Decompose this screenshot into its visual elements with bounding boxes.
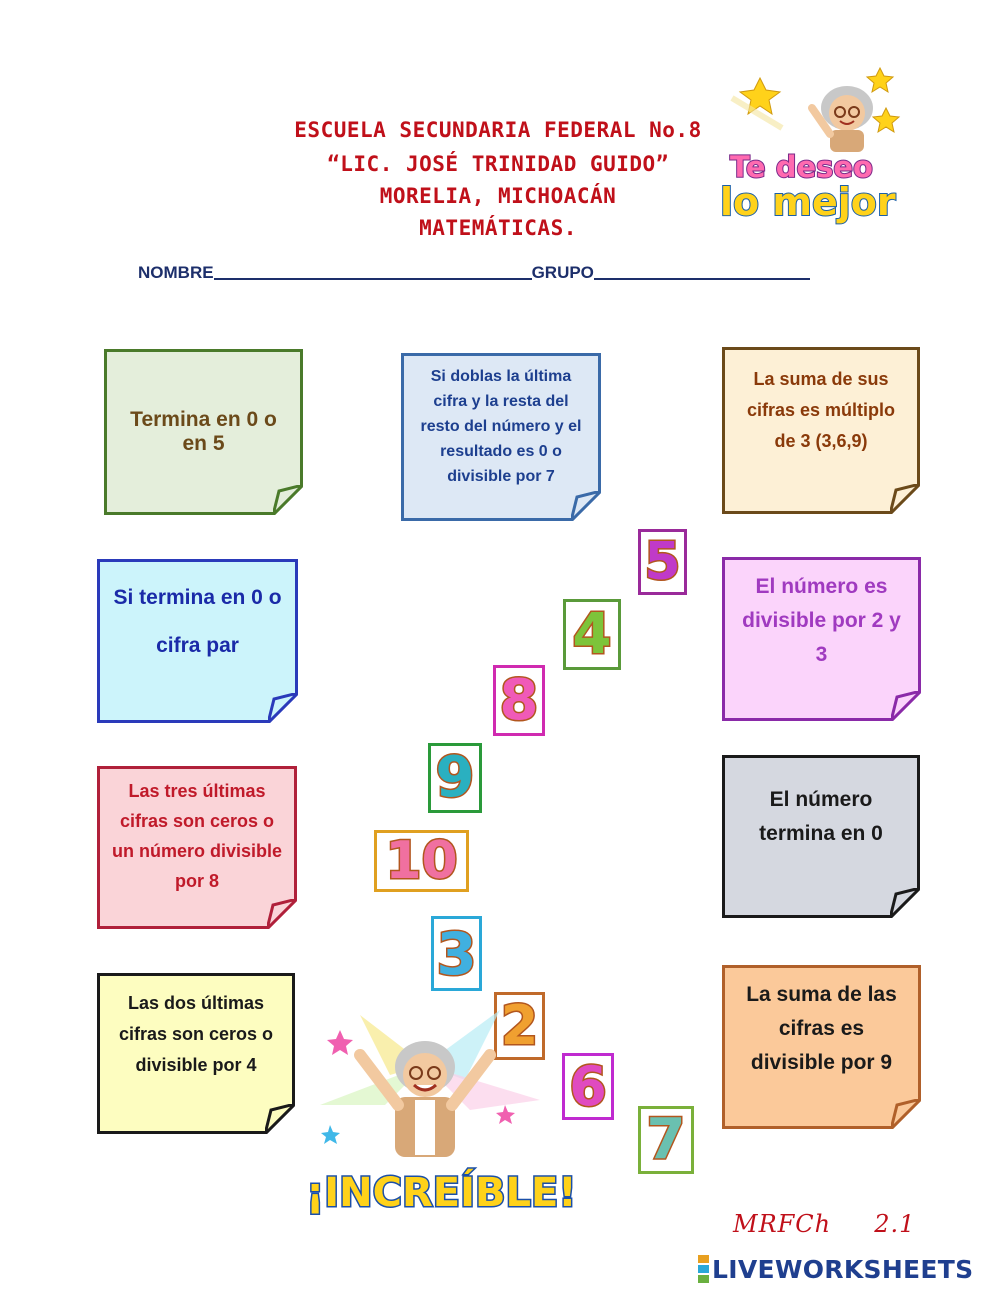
number-label: 7 — [646, 1107, 686, 1172]
author-signature: MRFCh 2.1 — [733, 1210, 916, 1238]
number-label: 9 — [435, 745, 475, 810]
note-text: La suma de las cifras es divisible por 9 — [746, 983, 897, 1074]
number-tile-3[interactable] — [431, 916, 482, 991]
number-tile-10[interactable] — [374, 830, 469, 892]
note-sum-divisible-9 — [722, 965, 921, 1129]
number-label: 2 — [500, 994, 539, 1057]
brand-logo[interactable] — [698, 1254, 973, 1284]
note-last-two-digits — [97, 973, 295, 1134]
note-ends-even — [97, 559, 298, 723]
number-label: 8 — [499, 667, 539, 733]
number-label: 5 — [644, 532, 681, 592]
student-info-line — [138, 262, 810, 283]
number-tile-9[interactable] — [428, 743, 482, 813]
number-label: 10 — [385, 831, 458, 891]
brand-name: LIVEWORKSHEETS — [712, 1254, 974, 1284]
note-text: El número es divisible por 2 y 3 — [742, 575, 901, 666]
incredible-sticker — [300, 1005, 577, 1235]
note-text: Las dos últimas cifras son ceros o divisible por 4 — [118, 993, 274, 1075]
good-luck-line2: lo mejor — [720, 180, 896, 224]
number-tile-7[interactable] — [638, 1106, 694, 1174]
note-divisible-7 — [401, 353, 601, 521]
brand-blocks-icon — [698, 1254, 709, 1284]
incredible-text: ¡INCREÍBLE! — [306, 1170, 577, 1216]
number-tile-6[interactable] — [562, 1053, 614, 1120]
good-luck-sticker — [712, 58, 912, 230]
note-sum-multiple-3 — [722, 347, 920, 514]
number-label: 4 — [572, 601, 612, 667]
group-label: GRUPO — [531, 263, 594, 282]
note-ends-0-or-5 — [104, 349, 303, 515]
name-label: NOMBRE — [138, 263, 214, 282]
number-tile-8[interactable] — [493, 665, 545, 736]
name-blank-field[interactable] — [214, 262, 532, 280]
note-text: Termina en 0 o en 5 — [130, 408, 277, 455]
note-ends-in-0 — [722, 755, 920, 918]
number-label: 3 — [436, 919, 477, 988]
note-text: Si termina en 0 o cifra par — [113, 586, 282, 657]
school-location: MORELIA, MICHOACÁN — [379, 184, 617, 208]
note-text: El número termina en 0 — [759, 788, 883, 845]
number-tile-5[interactable] — [638, 529, 687, 595]
note-text: La suma de sus cifras es múltiplo de 3 (3,6,9) — [746, 369, 896, 451]
number-label: 6 — [569, 1054, 607, 1118]
note-divisible-2-and-3 — [722, 557, 921, 721]
school-title-name: “LIC. JOSÉ TRINIDAD GUIDO” — [327, 152, 669, 176]
note-text: Si doblas la última cifra y la resta del resto del número y el resultado es 0 o divisible por 7 — [420, 368, 582, 485]
number-tile-4[interactable] — [563, 599, 621, 670]
note-last-three-digits — [97, 766, 297, 929]
note-text: Las tres últimas cifras son ceros o un número divisible por 8 — [111, 781, 283, 891]
subject-title: MATEMÁTICAS. — [419, 216, 577, 240]
group-blank-field[interactable] — [594, 262, 810, 280]
school-name: ESCUELA SECUNDARIA FEDERAL No.8 — [294, 118, 702, 142]
good-luck-line1: Te deseo — [730, 150, 873, 184]
